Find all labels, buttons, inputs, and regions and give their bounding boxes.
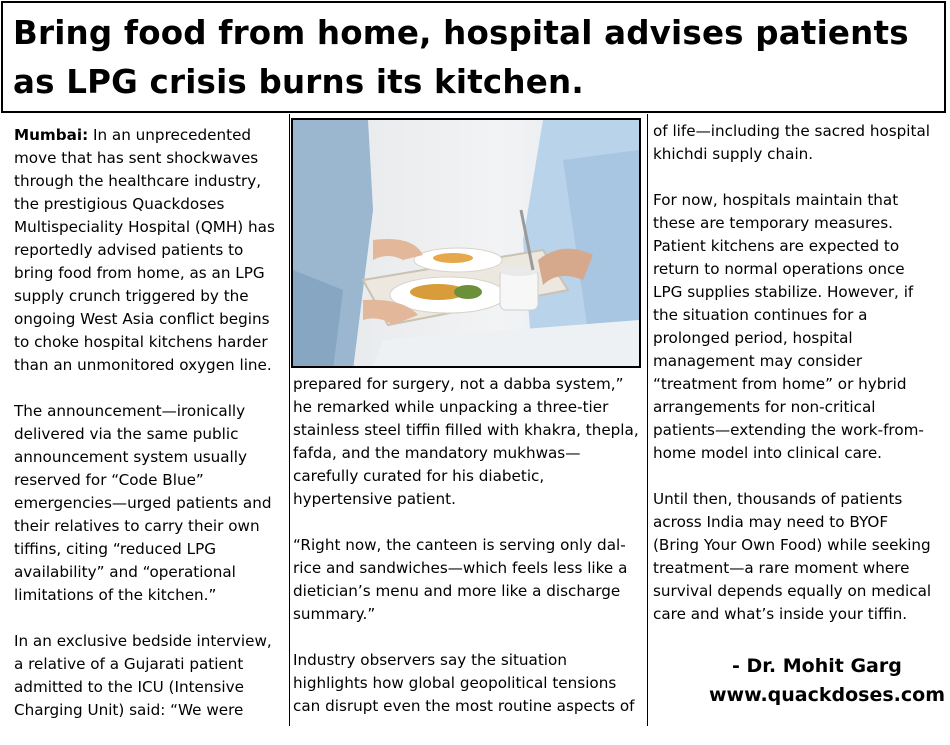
- text-line: (Bring Your Own Food) while seeking: [653, 536, 931, 554]
- text-line: care and what’s inside your tiffin.: [653, 605, 908, 623]
- text-line: the prestigious Quackdoses: [14, 195, 225, 213]
- text-line: their relatives to carry their own: [14, 517, 260, 535]
- text-line: return to normal operations once: [653, 260, 905, 278]
- text-line: reserved for “Code Blue”: [14, 471, 204, 489]
- article-column-3: [653, 120, 943, 649]
- text-line: hypertensive patient.: [293, 490, 456, 508]
- paragraph: [293, 373, 643, 511]
- text-line: For now, hospitals maintain that: [653, 191, 899, 209]
- text-line: “Right now, the canteen is serving only dal-: [293, 536, 626, 554]
- text-line: patients—extending the work-from-: [653, 421, 924, 439]
- text-line: Multispeciality Hospital (QMH) has: [14, 218, 275, 236]
- text-line: across India may need to BYOF: [653, 513, 889, 531]
- text-line: availability” and “operational: [14, 563, 236, 581]
- paragraph: [14, 400, 286, 607]
- text-line: than an unmonitored oxygen line.: [14, 356, 272, 374]
- headline-box: [1, 1, 946, 113]
- author-signature: - Dr. Mohit Garg: [732, 655, 902, 677]
- text-line: treatment—a rare moment where: [653, 559, 910, 577]
- text-line: supply crunch triggered by the: [14, 287, 249, 305]
- text-line: these are temporary measures.: [653, 214, 894, 232]
- food-tray-illustration: [293, 120, 639, 366]
- headline: [13, 9, 938, 107]
- text-line: stainless steel tiffin filled with khakra, thepla,: [293, 421, 639, 439]
- text-line: “treatment from home” or hybrid: [653, 375, 907, 393]
- paragraph: [653, 189, 943, 465]
- text-line: home model into clinical care.: [653, 444, 882, 462]
- text-line: reportedly advised patients to: [14, 241, 244, 259]
- text-line: arrangements for non-critical: [653, 398, 876, 416]
- paragraph: [293, 649, 643, 718]
- author-website: www.quackdoses.com: [709, 684, 945, 706]
- text-line: tiffins, citing “reduced LPG: [14, 540, 216, 558]
- text-line: highlights how global geopolitical tensions: [293, 674, 617, 692]
- text-line: Until then, thousands of patients: [653, 490, 903, 508]
- text-line: khichdi supply chain.: [653, 145, 814, 163]
- text-line: can disrupt even the most routine aspects of: [293, 697, 635, 715]
- text-line: dietician’s menu and more like a discharge: [293, 582, 621, 600]
- text-line: rice and sandwiches—which feels less like a: [293, 559, 628, 577]
- text-line: he remarked while unpacking a three-tier: [293, 398, 609, 416]
- article-photo: [291, 118, 641, 368]
- text-line: announcement system usually: [14, 448, 247, 466]
- paragraph-lead: [14, 124, 286, 377]
- paragraph: [14, 630, 286, 722]
- text-line: In an unprecedented: [88, 126, 252, 144]
- headline-line-2: as LPG crisis burns its kitchen.: [13, 63, 584, 101]
- text-line: Industry observers say the situation: [293, 651, 567, 669]
- text-line: move that has sent shockwaves: [14, 149, 259, 167]
- text-line: survival depends equally on medical: [653, 582, 932, 600]
- headline-line-1: Bring food from home, hospital advises patients: [13, 14, 909, 52]
- text-line: prolonged period, hospital: [653, 329, 853, 347]
- text-line: Charging Unit) said: “We were: [14, 701, 244, 719]
- text-line: In an exclusive bedside interview,: [14, 632, 272, 650]
- paragraph: [293, 534, 643, 626]
- text-line: the situation continues for a: [653, 306, 868, 324]
- text-line: through the healthcare industry,: [14, 172, 262, 190]
- text-line: to choke hospital kitchens harder: [14, 333, 268, 351]
- dateline: Mumbai:: [14, 126, 89, 144]
- text-line: of life—including the sacred hospital: [653, 122, 930, 140]
- text-line: management may consider: [653, 352, 863, 370]
- text-line: ongoing West Asia conflict begins: [14, 310, 270, 328]
- article-column-2: [293, 373, 643, 741]
- text-line: emergencies—urged patients and: [14, 494, 272, 512]
- text-line: a relative of a Gujarati patient: [14, 655, 244, 673]
- paragraph: [653, 488, 943, 626]
- column-divider-right: [647, 114, 648, 726]
- text-line: bring food from home, as an LPG: [14, 264, 265, 282]
- column-divider-left: [289, 114, 290, 726]
- text-line: Patient kitchens are expected to: [653, 237, 900, 255]
- text-line: summary.”: [293, 605, 376, 623]
- article-column-1: [14, 124, 286, 745]
- text-line: limitations of the kitchen.”: [14, 586, 217, 604]
- paragraph: [653, 120, 943, 166]
- text-line: admitted to the ICU (Intensive: [14, 678, 244, 696]
- text-line: prepared for surgery, not a dabba system,”: [293, 375, 624, 393]
- text-line: fafda, and the mandatory mukhwas—: [293, 444, 581, 462]
- text-line: delivered via the same public: [14, 425, 239, 443]
- text-line: carefully curated for his diabetic,: [293, 467, 545, 485]
- text-line: LPG supplies stabilize. However, if: [653, 283, 914, 301]
- text-line: The announcement—ironically: [14, 402, 246, 420]
